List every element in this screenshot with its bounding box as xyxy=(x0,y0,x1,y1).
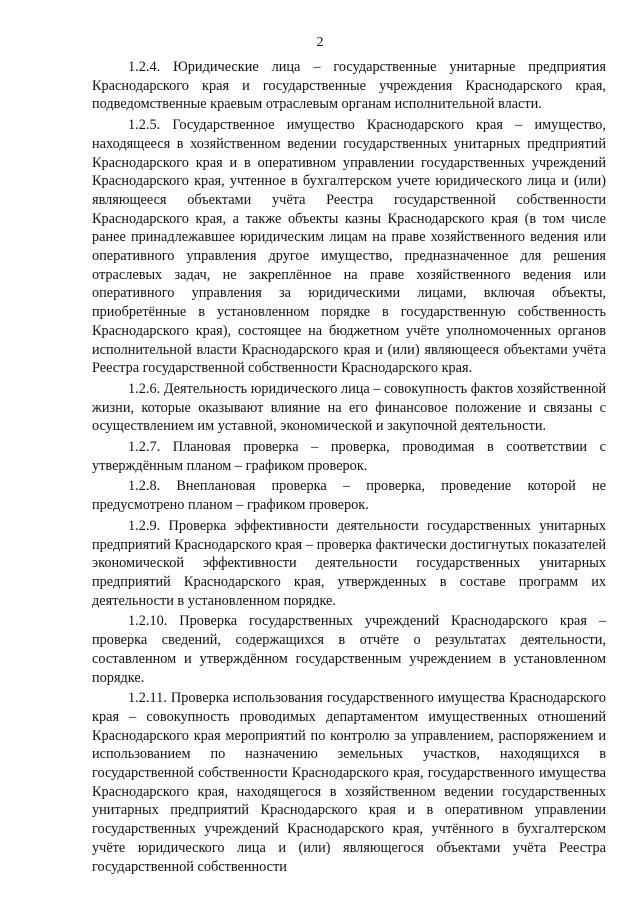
paragraph-1-2-10: 1.2.10. Проверка государственных учреждений Краснодарского края – проверка сведений, содержащихся в отчёте о результатах деятельности, составленном и утверждённом государственным учреждением в установленном порядке. xyxy=(92,613,606,686)
page-number: 2 xyxy=(316,35,324,50)
document-body xyxy=(92,58,606,878)
paragraph-1-2-5: 1.2.5. Государственное имущество Краснодарского края – имущество, находящееся в хозяйственном ведении государственных унитарных предприятий Краснодарского края и в оперативном управлении государственных учреждений Краснодарского края, учтенное в бухгалтерском учете юридического лица и (или) являющееся объектами учёта Реестра государственной собственности Краснодарского края, а также объекты казны Краснодарского края (в том числе ранее принадлежавшее юридическим лицам на праве хозяйственного ведения или оперативного управления другое имущество, предназначенное для решения отраслевых задач, не закреплённое на праве хозяйственного ведения или оперативного управления за юридическими лицами, включая объекты, приобретённые в установленном порядке в государственную собственность Краснодарского края), состоящее на бюджетном учёте уполномоченных органов исполнительной власти Краснодарского края и (или) являющееся объектами учёта Реестра государственной собственности Краснодарского края. xyxy=(92,117,606,377)
paragraph-1-2-4: 1.2.4. Юридические лица – государственные унитарные предприятия Краснодарского края и государственные учреждения Краснодарского края, подведомственные краевым отраслевым органам исполнительной власти. xyxy=(92,59,606,113)
paragraph-1-2-8: 1.2.8. Внеплановая проверка – проверка, проведение которой не предусмотрено планом – графиком проверок. xyxy=(92,478,606,514)
paragraph-1-2-9: 1.2.9. Проверка эффективности деятельности государственных унитарных предприятий Краснодарского края – проверка фактически достигнутых показателей экономической эффективности деятельности государственных унитарных предприятий Краснодарского края, утвержденных в составе программ их деятельности в установленном порядке. xyxy=(92,517,606,609)
paragraph-1-2-11: 1.2.11. Проверка использования государственного имущества Краснодарского края – совокупность проводимых департаментом имущественных отношений Краснодарского края мероприятий по контролю за управлением, распоряжением и использованием по назначению земельных участков, находящихся в государственной собственности Краснодарского края, государственного имущества Краснодарского края, находящегося в хозяйственном ведении государственных унитарных предприятий Краснодарского края и в оперативном управлении государственных учреждений Краснодарского края, учтённого в бухгалтерском учёте юридического лица и (или) являющегося объектами учёта Реестра государственной собственности xyxy=(92,690,606,875)
paragraph-1-2-7: 1.2.7. Плановая проверка – проверка, проводимая в соответствии с утверждённым планом – графиком проверок. xyxy=(92,439,606,474)
paragraph-1-2-6: 1.2.6. Деятельность юридического лица – совокупность фактов хозяйственной жизни, которые оказывают влияние на его финансовое положение и связаны с осуществлением им уставной, экономической и закупочной деятельности. xyxy=(92,380,606,435)
